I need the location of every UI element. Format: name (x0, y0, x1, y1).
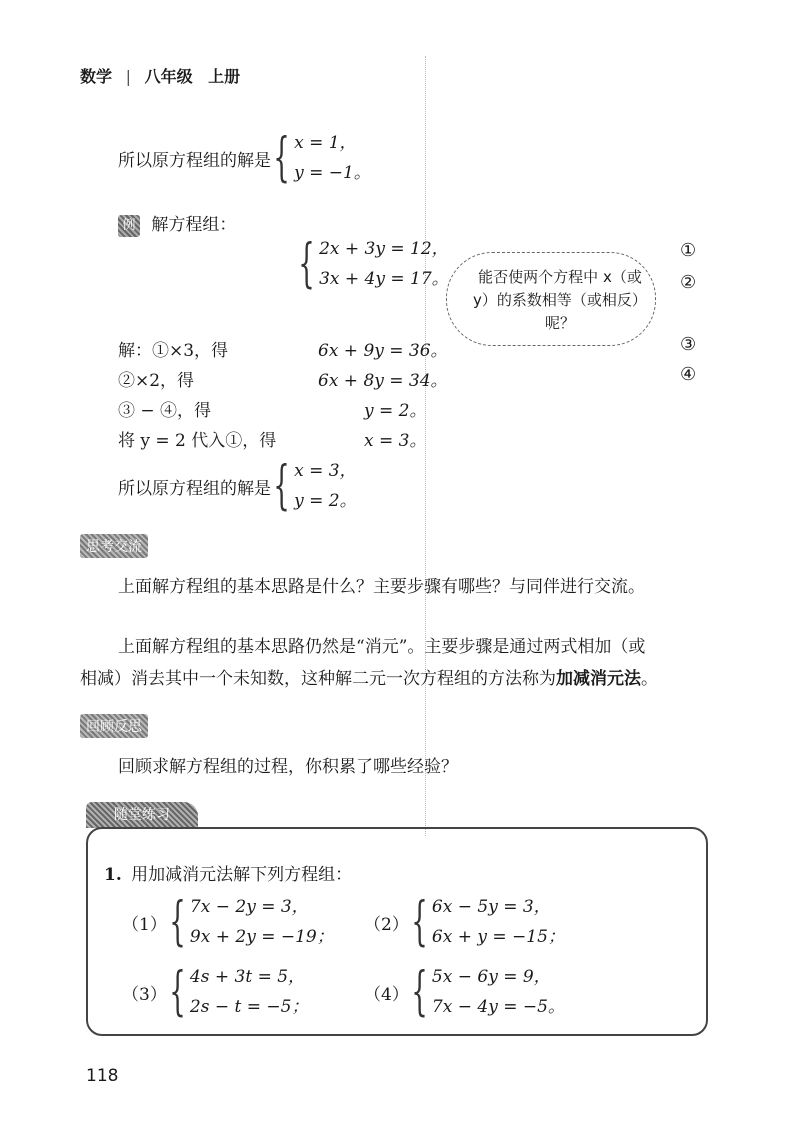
think-answer-line-2 (80, 664, 658, 689)
practice-item-eq-2: 7x − 4y = −5。 (431, 997, 565, 1017)
header-volume: 上册 (208, 67, 241, 86)
step-equation: y = 2。 (364, 401, 427, 421)
practice-item (364, 962, 565, 1022)
think-answer-line-1: 上面解方程组的基本思路仍然是“消元”。主要步骤是通过两式相加（或 (118, 637, 646, 657)
reflect-tag (80, 714, 148, 738)
example-solution-intro: 所以原方程组的解是 (118, 478, 271, 499)
brace-icon: { (273, 456, 290, 516)
practice-item (122, 962, 308, 1022)
eq-mark-3: ③ (680, 334, 697, 355)
think-discuss-tag (80, 534, 148, 558)
method-name: 加减消元法 (556, 669, 641, 689)
step-equation: x = 3。 (364, 431, 427, 451)
step-label: ②×2，得 (118, 371, 195, 391)
practice-item (364, 892, 565, 952)
prev-solution-intro: 所以原方程组的解是 (118, 150, 271, 171)
step-label: ③ − ④，得 (118, 401, 212, 421)
practice-item-eq-2: 6x + y = −15； (431, 927, 565, 947)
practice-tab: 随堂练习 (86, 802, 198, 828)
page-header (80, 64, 240, 87)
solution-line-2: y = 2。 (294, 491, 357, 511)
practice-question (104, 860, 352, 885)
prev-solution-line-2: y = −1。 (294, 163, 371, 183)
example-system (296, 234, 449, 294)
example-eq-2: 3x + 4y = 17。 (319, 269, 449, 289)
header-separator: | (125, 67, 131, 86)
think-question: 上面解方程组的基本思路是什么？主要步骤有哪些？与同伴进行交流。 (118, 577, 645, 597)
step-equation: 6x + 8y = 34。 (318, 371, 448, 391)
step-equation: 6x + 9y = 36。 (318, 341, 448, 361)
practice-item-eq-2: 9x + 2y = −19； (189, 927, 334, 947)
think-answer-text: 相减）消去其中一个未知数，这种解二元一次方程组的方法称为 (80, 669, 556, 689)
brace-icon: { (169, 892, 186, 952)
practice-item-label: （1） (122, 914, 167, 935)
header-grade: 八年级 (144, 67, 193, 86)
header-subject: 数学 (80, 67, 113, 86)
example-title: 解方程组： (151, 215, 237, 235)
solution-line-1: x = 3， (294, 461, 357, 481)
example-solution (118, 456, 357, 516)
reflect-label: 回顾反思 (80, 714, 148, 738)
think-answer-end: 。 (641, 669, 658, 689)
brace-icon: { (169, 962, 186, 1022)
brace-icon: { (298, 234, 315, 294)
example-eq-1: 2x + 3y = 12， (319, 239, 449, 259)
brace-icon: { (411, 962, 428, 1022)
eq-mark-2: ② (680, 272, 697, 293)
eq-mark-1: ① (680, 240, 697, 261)
practice-question-text: 用加减消元法解下列方程组： (131, 865, 353, 885)
step-label: 解：①×3，得 (118, 341, 229, 361)
prev-solution (118, 128, 371, 188)
practice-item-label: （4） (364, 984, 409, 1005)
practice-item-label: （3） (122, 984, 167, 1005)
thought-bubble-text: 能否使两个方程中 x（或 y）的系数相等（或相反）呢？ (473, 268, 647, 332)
page-number: 118 (86, 1066, 119, 1086)
brace-icon: { (411, 892, 428, 952)
think-discuss-label: 思考交流 (80, 534, 148, 558)
practice-item-label: （2） (364, 914, 409, 935)
eq-mark-4: ④ (680, 364, 697, 385)
example-icon: 例 (118, 215, 140, 237)
practice-item (122, 892, 334, 952)
practice-item-eq-1: 4s + 3t = 5， (189, 967, 306, 987)
practice-item-eq-1: 6x − 5y = 3， (431, 897, 551, 917)
example-heading (118, 210, 236, 237)
practice-question-number: 1. (104, 865, 122, 885)
prev-solution-line-1: x = 1， (294, 133, 357, 153)
practice-item-eq-1: 7x − 2y = 3， (189, 897, 309, 917)
practice-item-eq-1: 5x − 6y = 9， (431, 967, 551, 987)
brace-icon: { (273, 128, 290, 188)
reflect-question: 回顾求解方程组的过程，你积累了哪些经验？ (118, 757, 458, 777)
practice-item-eq-2: 2s − t = −5； (189, 997, 309, 1017)
step-label: 将 y = 2 代入①，得 (118, 431, 277, 451)
